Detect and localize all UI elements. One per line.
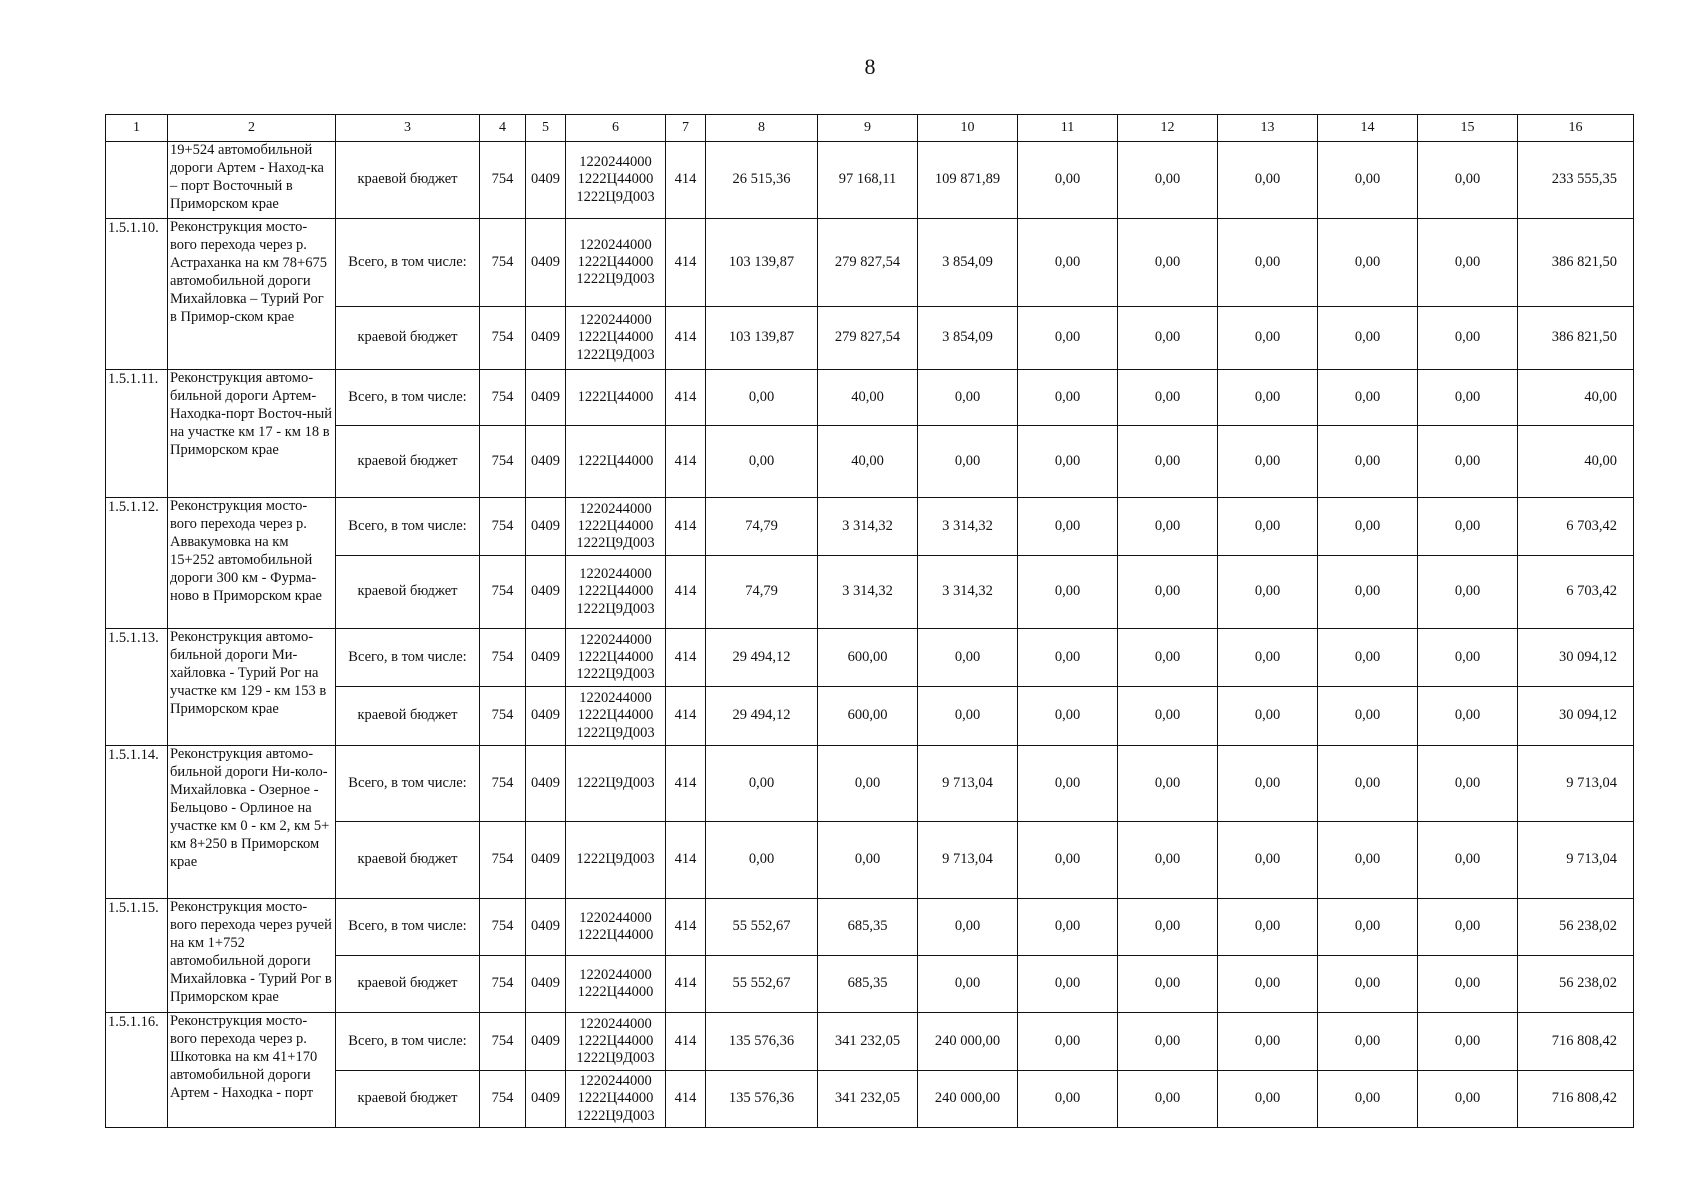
- budget-code: 1222Ц44000: [577, 452, 654, 469]
- budget-codes: [566, 1013, 666, 1071]
- value-v11: 0,00: [1018, 1071, 1118, 1128]
- value-v14: 0,00: [1318, 687, 1418, 746]
- value-v13: 0,00: [1218, 498, 1318, 556]
- value-v13: 0,00: [1218, 307, 1318, 370]
- value-v15: 0,00: [1418, 956, 1518, 1013]
- value-v9: 341 232,05: [818, 1013, 918, 1071]
- value-v15: 0,00: [1418, 687, 1518, 746]
- item-number: 1.5.1.12.: [106, 498, 168, 629]
- budget-code: 1222Ц9Д003: [576, 188, 655, 205]
- value-v10: 3 854,09: [918, 307, 1018, 370]
- value-v12: 0,00: [1118, 899, 1218, 956]
- header-cell-1: 1: [106, 115, 168, 142]
- item-number: 1.5.1.16.: [106, 1013, 168, 1128]
- budget-code: 1222Ц9Д003: [576, 851, 655, 868]
- value-v8: 74,79: [706, 556, 818, 629]
- value-v14: 0,00: [1318, 426, 1418, 498]
- item-name: Реконструкция мосто-вого перехода через р. Аввакумовка на км 15+252 автомобильной дороги 300 км - Фурма-ново в Приморском крае: [168, 498, 336, 629]
- col-7: 414: [666, 556, 706, 629]
- header-cell-4: 4: [480, 115, 526, 142]
- value-v12: 0,00: [1118, 822, 1218, 899]
- value-v15: 0,00: [1418, 556, 1518, 629]
- col-7: 414: [666, 746, 706, 822]
- value-v9: 40,00: [818, 370, 918, 426]
- value-v8: 103 139,87: [706, 219, 818, 307]
- value-v11: 0,00: [1018, 899, 1118, 956]
- value-v12: 0,00: [1118, 629, 1218, 687]
- budget-code: 1220244000: [579, 236, 652, 253]
- value-total: 40,00: [1518, 370, 1634, 426]
- budget-code: 1220244000: [579, 154, 652, 171]
- value-v10: 0,00: [918, 899, 1018, 956]
- budget-code: 1220244000: [579, 909, 652, 926]
- col-4: 754: [480, 426, 526, 498]
- funding-source: краевой бюджет: [336, 687, 480, 746]
- col-4: 754: [480, 1071, 526, 1128]
- value-v14: 0,00: [1318, 899, 1418, 956]
- col-4: 754: [480, 556, 526, 629]
- col-5: 0409: [526, 629, 566, 687]
- value-v10: 9 713,04: [918, 746, 1018, 822]
- value-total: 56 238,02: [1518, 956, 1634, 1013]
- table-row: [106, 307, 1634, 370]
- table-row: [106, 498, 1634, 556]
- col-4: 754: [480, 219, 526, 307]
- item-number: 1.5.1.14.: [106, 746, 168, 899]
- value-total: 716 808,42: [1518, 1071, 1634, 1128]
- budget-codes: [566, 629, 666, 687]
- col-5: 0409: [526, 899, 566, 956]
- col-4: 754: [480, 142, 526, 219]
- budget-code: 1222Ц9Д003: [576, 535, 655, 552]
- value-v13: 0,00: [1218, 746, 1318, 822]
- col-5: 0409: [526, 219, 566, 307]
- value-v10: 3 854,09: [918, 219, 1018, 307]
- budget-codes: [566, 370, 666, 426]
- value-v15: 0,00: [1418, 370, 1518, 426]
- budget-code: 1222Ц9Д003: [576, 666, 655, 683]
- header-cell-5: 5: [526, 115, 566, 142]
- value-v12: 0,00: [1118, 219, 1218, 307]
- value-v9: 0,00: [818, 746, 918, 822]
- budget-codes: [566, 498, 666, 556]
- table-row: [106, 219, 1634, 307]
- col-4: 754: [480, 746, 526, 822]
- value-v12: 0,00: [1118, 498, 1218, 556]
- budget-codes: [566, 899, 666, 956]
- value-v12: 0,00: [1118, 426, 1218, 498]
- budget-code: 1222Ц9Д003: [576, 774, 655, 791]
- value-v15: 0,00: [1418, 219, 1518, 307]
- budget-code: 1220244000: [579, 1073, 652, 1090]
- budget-code: 1222Ц44000: [577, 171, 654, 188]
- value-total: 386 821,50: [1518, 307, 1634, 370]
- col-7: 414: [666, 219, 706, 307]
- budget-codes: [566, 746, 666, 822]
- value-total: 386 821,50: [1518, 219, 1634, 307]
- budget-code: 1220244000: [579, 631, 652, 648]
- table-row: [106, 1013, 1634, 1071]
- header-cell-10: 10: [918, 115, 1018, 142]
- col-7: 414: [666, 822, 706, 899]
- value-v15: 0,00: [1418, 142, 1518, 219]
- value-v11: 0,00: [1018, 556, 1118, 629]
- budget-code: 1222Ц44000: [577, 1032, 654, 1049]
- budget-code: 1222Ц44000: [577, 517, 654, 534]
- value-v14: 0,00: [1318, 822, 1418, 899]
- page-number: 8: [864, 54, 876, 79]
- value-v11: 0,00: [1018, 822, 1118, 899]
- table-row: [106, 370, 1634, 426]
- value-v14: 0,00: [1318, 219, 1418, 307]
- funding-source: краевой бюджет: [336, 1071, 480, 1128]
- item-name: Реконструкция мосто-вого перехода через р. Шкотовка на км 41+170 автомобильной дороги Артем - Находка - порт: [168, 1013, 336, 1128]
- value-v15: 0,00: [1418, 746, 1518, 822]
- value-v15: 0,00: [1418, 822, 1518, 899]
- value-v11: 0,00: [1018, 307, 1118, 370]
- value-v8: 135 576,36: [706, 1013, 818, 1071]
- value-v15: 0,00: [1418, 1071, 1518, 1128]
- budget-code: 1220244000: [579, 312, 652, 329]
- col-4: 754: [480, 822, 526, 899]
- col-7: 414: [666, 629, 706, 687]
- item-number: 1.5.1.10.: [106, 219, 168, 370]
- value-v8: 0,00: [706, 426, 818, 498]
- budget-codes: [566, 219, 666, 307]
- budget-code: 1222Ц44000: [577, 984, 654, 1000]
- budget-code: 1222Ц44000: [577, 1090, 654, 1107]
- budget-code: 1222Ц9Д003: [576, 346, 655, 363]
- value-v10: 0,00: [918, 370, 1018, 426]
- value-v12: 0,00: [1118, 307, 1218, 370]
- budget-code: 1222Ц9Д003: [576, 1050, 655, 1067]
- value-v13: 0,00: [1218, 426, 1318, 498]
- col-5: 0409: [526, 956, 566, 1013]
- value-v13: 0,00: [1218, 956, 1318, 1013]
- value-v15: 0,00: [1418, 629, 1518, 687]
- value-v11: 0,00: [1018, 498, 1118, 556]
- value-v15: 0,00: [1418, 1013, 1518, 1071]
- col-5: 0409: [526, 822, 566, 899]
- funding-source: краевой бюджет: [336, 556, 480, 629]
- value-v10: 9 713,04: [918, 822, 1018, 899]
- value-v12: 0,00: [1118, 956, 1218, 1013]
- header-cell-2: 2: [168, 115, 336, 142]
- header-cell-14: 14: [1318, 115, 1418, 142]
- value-v8: 29 494,12: [706, 687, 818, 746]
- budget-code: 1220244000: [579, 1015, 652, 1032]
- table-row: [106, 687, 1634, 746]
- budget-code: 1222Ц44000: [577, 927, 654, 943]
- col-7: 414: [666, 956, 706, 1013]
- value-v12: 0,00: [1118, 556, 1218, 629]
- value-v13: 0,00: [1218, 370, 1318, 426]
- budget-codes: [566, 556, 666, 629]
- budget-codes: [566, 426, 666, 498]
- col-7: 414: [666, 1071, 706, 1128]
- value-v14: 0,00: [1318, 370, 1418, 426]
- value-v15: 0,00: [1418, 498, 1518, 556]
- value-v9: 3 314,32: [818, 556, 918, 629]
- value-v12: 0,00: [1118, 1071, 1218, 1128]
- item-name: 19+524 автомобильной дороги Артем - Наход-ка – порт Восточный в Приморском крае: [168, 142, 336, 219]
- value-total: 40,00: [1518, 426, 1634, 498]
- item-name: Реконструкция мосто-вого перехода через р. Астраханка на км 78+675 автомобильной дороги Михайловка – Турий Рог в Примор-ском крае: [168, 219, 336, 370]
- value-v11: 0,00: [1018, 426, 1118, 498]
- value-v15: 0,00: [1418, 899, 1518, 956]
- col-4: 754: [480, 687, 526, 746]
- header-cell-9: 9: [818, 115, 918, 142]
- value-v11: 0,00: [1018, 219, 1118, 307]
- table-row: [106, 142, 1634, 219]
- budget-codes: [566, 687, 666, 746]
- col-5: 0409: [526, 687, 566, 746]
- value-v9: 279 827,54: [818, 219, 918, 307]
- value-v11: 0,00: [1018, 370, 1118, 426]
- value-v10: 0,00: [918, 687, 1018, 746]
- table-row: [106, 1071, 1634, 1128]
- header-cell-6: 6: [566, 115, 666, 142]
- value-v12: 0,00: [1118, 370, 1218, 426]
- item-name: Реконструкция мосто-вого перехода через ручей на км 1+752 автомобильной дороги Михайловка - Турий Рог в Приморском крае: [168, 899, 336, 1013]
- funding-source: краевой бюджет: [336, 307, 480, 370]
- col-4: 754: [480, 370, 526, 426]
- value-total: 716 808,42: [1518, 1013, 1634, 1071]
- funding-source: Всего, в том числе:: [336, 899, 480, 956]
- value-v11: 0,00: [1018, 746, 1118, 822]
- value-v8: 29 494,12: [706, 629, 818, 687]
- header-cell-7: 7: [666, 115, 706, 142]
- header-cell-3: 3: [336, 115, 480, 142]
- table-row: [106, 746, 1634, 822]
- col-5: 0409: [526, 556, 566, 629]
- col-7: 414: [666, 1013, 706, 1071]
- value-v11: 0,00: [1018, 629, 1118, 687]
- value-v10: 0,00: [918, 426, 1018, 498]
- value-v9: 685,35: [818, 899, 918, 956]
- value-v10: 0,00: [918, 956, 1018, 1013]
- header-cell-12: 12: [1118, 115, 1218, 142]
- header-cell-11: 11: [1018, 115, 1118, 142]
- col-7: 414: [666, 370, 706, 426]
- funding-source: краевой бюджет: [336, 426, 480, 498]
- value-v12: 0,00: [1118, 746, 1218, 822]
- budget-codes: [566, 956, 666, 1013]
- funding-source: Всего, в том числе:: [336, 746, 480, 822]
- value-v8: 55 552,67: [706, 956, 818, 1013]
- value-v9: 0,00: [818, 822, 918, 899]
- value-total: 233 555,35: [1518, 142, 1634, 219]
- budget-code: 1222Ц9Д003: [576, 271, 655, 288]
- col-7: 414: [666, 142, 706, 219]
- value-v9: 3 314,32: [818, 498, 918, 556]
- col-4: 754: [480, 1013, 526, 1071]
- item-name: Реконструкция автомо-бильной дороги Артем-Находка-порт Восточ-ный на участке км 17 - км 18 в Приморском крае: [168, 370, 336, 498]
- col-5: 0409: [526, 1071, 566, 1128]
- budget-codes: [566, 142, 666, 219]
- value-v9: 600,00: [818, 687, 918, 746]
- funding-source: краевой бюджет: [336, 142, 480, 219]
- value-v8: 74,79: [706, 498, 818, 556]
- budget-code: 1222Ц9Д003: [576, 600, 655, 617]
- col-7: 414: [666, 426, 706, 498]
- col-4: 754: [480, 899, 526, 956]
- value-v9: 97 168,11: [818, 142, 918, 219]
- col-5: 0409: [526, 498, 566, 556]
- value-v12: 0,00: [1118, 1013, 1218, 1071]
- value-v11: 0,00: [1018, 142, 1118, 219]
- value-v13: 0,00: [1218, 219, 1318, 307]
- value-total: 6 703,42: [1518, 556, 1634, 629]
- table-row: [106, 426, 1634, 498]
- budget-code: 1222Ц44000: [577, 648, 654, 665]
- value-v14: 0,00: [1318, 629, 1418, 687]
- budget-code: 1220244000: [579, 500, 652, 517]
- value-v13: 0,00: [1218, 1071, 1318, 1128]
- budget-code: 1220244000: [579, 966, 652, 983]
- value-v11: 0,00: [1018, 1013, 1118, 1071]
- funding-source: Всего, в том числе:: [336, 370, 480, 426]
- value-v14: 0,00: [1318, 956, 1418, 1013]
- budget-code: 1222Ц44000: [577, 707, 654, 724]
- col-7: 414: [666, 498, 706, 556]
- header-cell-15: 15: [1418, 115, 1518, 142]
- budget-code: 1222Ц9Д003: [576, 1107, 655, 1124]
- col-7: 414: [666, 899, 706, 956]
- col-5: 0409: [526, 426, 566, 498]
- funding-source: Всего, в том числе:: [336, 629, 480, 687]
- budget-code: 1222Ц44000: [577, 253, 654, 270]
- col-4: 754: [480, 956, 526, 1013]
- value-v14: 0,00: [1318, 307, 1418, 370]
- value-v14: 0,00: [1318, 1013, 1418, 1071]
- header-row: [106, 115, 1634, 142]
- value-v14: 0,00: [1318, 142, 1418, 219]
- table-row: [106, 956, 1634, 1013]
- item-number: 1.5.1.13.: [106, 629, 168, 746]
- budget-codes: [566, 307, 666, 370]
- col-5: 0409: [526, 142, 566, 219]
- col-5: 0409: [526, 370, 566, 426]
- budget-code: 1222Ц44000: [577, 329, 654, 346]
- value-v13: 0,00: [1218, 1013, 1318, 1071]
- value-v9: 600,00: [818, 629, 918, 687]
- value-v10: 3 314,32: [918, 498, 1018, 556]
- value-total: 30 094,12: [1518, 629, 1634, 687]
- value-v14: 0,00: [1318, 1071, 1418, 1128]
- value-v12: 0,00: [1118, 687, 1218, 746]
- col-5: 0409: [526, 1013, 566, 1071]
- value-v15: 0,00: [1418, 307, 1518, 370]
- col-7: 414: [666, 307, 706, 370]
- header-cell-8: 8: [706, 115, 818, 142]
- table-row: [106, 556, 1634, 629]
- funding-source: краевой бюджет: [336, 956, 480, 1013]
- budget-code: 1220244000: [579, 690, 652, 707]
- funding-source: Всего, в том числе:: [336, 498, 480, 556]
- col-4: 754: [480, 629, 526, 687]
- budget-table: [105, 114, 1634, 1128]
- value-total: 6 703,42: [1518, 498, 1634, 556]
- col-4: 754: [480, 307, 526, 370]
- col-5: 0409: [526, 746, 566, 822]
- value-v13: 0,00: [1218, 556, 1318, 629]
- value-v10: 240 000,00: [918, 1071, 1018, 1128]
- value-v11: 0,00: [1018, 687, 1118, 746]
- value-total: 9 713,04: [1518, 746, 1634, 822]
- value-v13: 0,00: [1218, 687, 1318, 746]
- value-v14: 0,00: [1318, 556, 1418, 629]
- value-total: 9 713,04: [1518, 822, 1634, 899]
- value-v14: 0,00: [1318, 498, 1418, 556]
- funding-source: краевой бюджет: [336, 822, 480, 899]
- value-v14: 0,00: [1318, 746, 1418, 822]
- value-total: 30 094,12: [1518, 687, 1634, 746]
- value-v13: 0,00: [1218, 899, 1318, 956]
- table-row: [106, 899, 1634, 956]
- value-v8: 55 552,67: [706, 899, 818, 956]
- col-7: 414: [666, 687, 706, 746]
- funding-source: Всего, в том числе:: [336, 219, 480, 307]
- budget-code: 1220244000: [579, 566, 652, 583]
- value-v9: 341 232,05: [818, 1071, 918, 1128]
- budget-codes: [566, 822, 666, 899]
- value-v13: 0,00: [1218, 822, 1318, 899]
- item-number: [106, 142, 168, 219]
- value-total: 56 238,02: [1518, 899, 1634, 956]
- budget-code: 1222Ц44000: [577, 388, 654, 405]
- value-v15: 0,00: [1418, 426, 1518, 498]
- header-cell-16: 16: [1518, 115, 1634, 142]
- value-v9: 685,35: [818, 956, 918, 1013]
- value-v10: 240 000,00: [918, 1013, 1018, 1071]
- value-v8: 103 139,87: [706, 307, 818, 370]
- value-v12: 0,00: [1118, 142, 1218, 219]
- value-v8: 0,00: [706, 822, 818, 899]
- item-name: Реконструкция автомо-бильной дороги Ми-хайловка - Турий Рог на участке км 129 - км 153 в Приморском крае: [168, 629, 336, 746]
- budget-codes: [566, 1071, 666, 1128]
- col-5: 0409: [526, 307, 566, 370]
- value-v10: 3 314,32: [918, 556, 1018, 629]
- budget-code: 1222Ц9Д003: [576, 724, 655, 741]
- value-v8: 0,00: [706, 370, 818, 426]
- item-name: Реконструкция автомо-бильной дороги Ни-коло-Михайловка - Озерное - Бельцово - Орлиное на участке км 0 - км 2, км 5+ км 8+250 в Приморском крае: [168, 746, 336, 899]
- value-v13: 0,00: [1218, 629, 1318, 687]
- value-v8: 0,00: [706, 746, 818, 822]
- col-4: 754: [480, 498, 526, 556]
- value-v11: 0,00: [1018, 956, 1118, 1013]
- table-row: [106, 629, 1634, 687]
- table-row: [106, 822, 1634, 899]
- value-v9: 40,00: [818, 426, 918, 498]
- item-number: 1.5.1.15.: [106, 899, 168, 1013]
- header-cell-13: 13: [1218, 115, 1318, 142]
- item-number: 1.5.1.11.: [106, 370, 168, 498]
- value-v10: 109 871,89: [918, 142, 1018, 219]
- funding-source: Всего, в том числе:: [336, 1013, 480, 1071]
- value-v10: 0,00: [918, 629, 1018, 687]
- value-v9: 279 827,54: [818, 307, 918, 370]
- value-v8: 135 576,36: [706, 1071, 818, 1128]
- budget-code: 1222Ц44000: [577, 583, 654, 600]
- value-v8: 26 515,36: [706, 142, 818, 219]
- value-v13: 0,00: [1218, 142, 1318, 219]
